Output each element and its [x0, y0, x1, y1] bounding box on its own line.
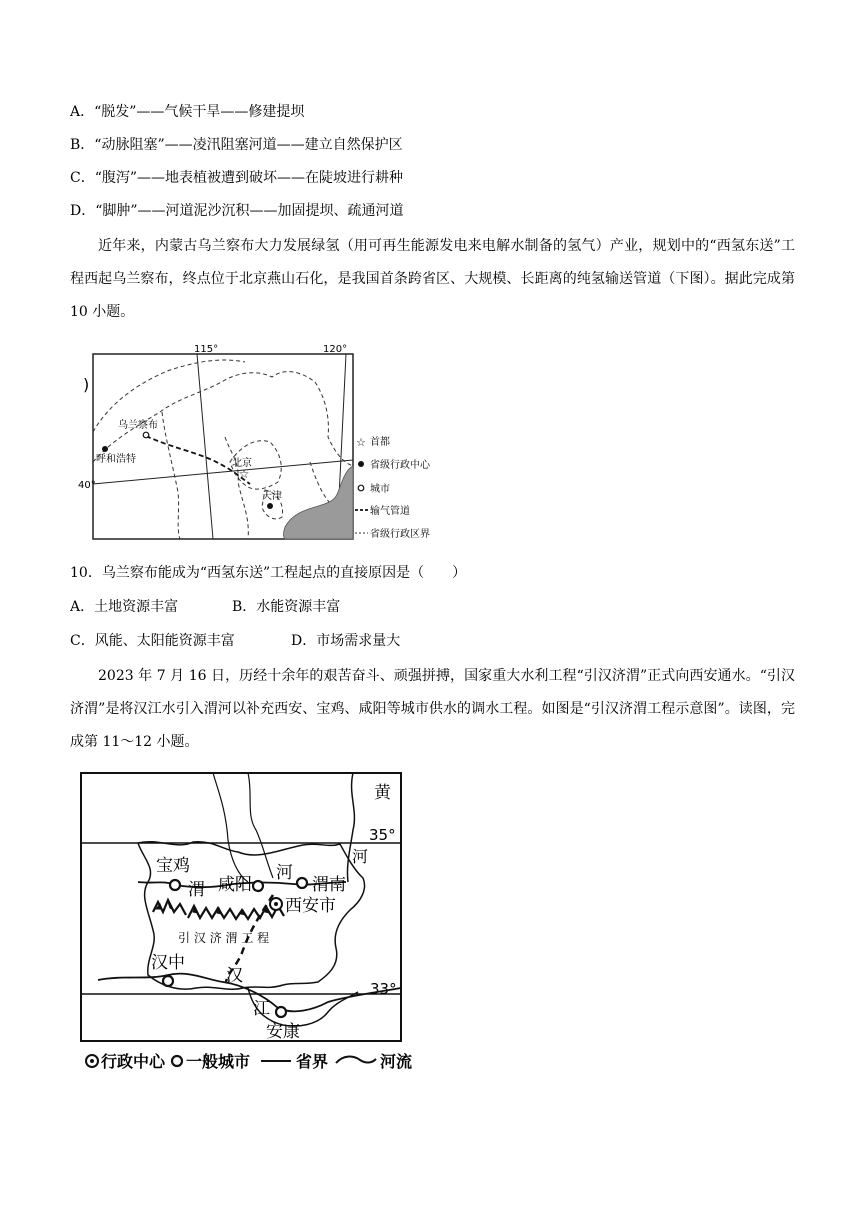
- legend-admin-center-dot: [90, 1059, 94, 1063]
- q9-option-a: A．“脱发”——气候干旱——修建提坝: [70, 104, 305, 120]
- xian-label: 西安市: [285, 896, 336, 916]
- beijing-label: 北京: [232, 458, 252, 469]
- q9-option-d: D．“脚肿”——河道泥沙沉积——加固提坝、疏通河道: [70, 203, 404, 219]
- paren-mark: ): [83, 375, 90, 394]
- wulanchabu-label: 乌兰察布: [118, 420, 158, 431]
- ankang-label: 安康: [266, 1022, 300, 1042]
- legend-province-border: 省界: [296, 1052, 329, 1071]
- legend-capital: 首都: [370, 437, 390, 448]
- legend-general-city: 一般城市: [186, 1052, 251, 1071]
- q10-option-a: A．土地资源丰富: [70, 599, 179, 615]
- hydrogen-pipeline-map: [80, 342, 450, 547]
- tianjin-label: 天津: [262, 491, 282, 502]
- beijing-star: ☆: [238, 467, 250, 481]
- xian-marker-dot: [274, 902, 278, 906]
- q10-option-d: D．市场需求量大: [291, 633, 401, 649]
- hanzhong-label: 汉中: [151, 953, 185, 973]
- lon-120-label: 120°: [323, 344, 348, 355]
- passage-water-diversion: 2023 年 7 月 16 日，历经十余年的艰苦奋斗、顽强拼搏，国家重大水利工程“引汉济渭”正式向西安通水。“引汉济渭”是将汉江水引入渭河以补充西安、宝鸡、咸阳等城市供水的调水工程。如图是“引汉济渭工程示意图”。读图，完成第 11～12 小题。: [70, 668, 795, 750]
- weinan-label: 渭南: [312, 875, 346, 895]
- project-label: 引 汉 济 渭 工 程: [178, 931, 270, 945]
- legend-pipeline: 输气管道: [370, 506, 410, 517]
- huhehaote-label: 呼和浩特: [96, 454, 136, 465]
- lat-40-label: 40°: [78, 480, 96, 491]
- legend-capital-icon: ☆: [356, 436, 366, 449]
- han-char: 汉: [226, 966, 243, 986]
- xianyang-marker: [253, 881, 263, 891]
- lat-33-label: 33°: [370, 980, 397, 998]
- jiang-char: 江: [253, 999, 270, 1019]
- lat-35-label: 35°: [369, 826, 396, 844]
- legend-provincial-icon: [358, 461, 364, 467]
- wei-char: 渭: [188, 880, 205, 900]
- hanzhong-marker: [163, 976, 173, 986]
- yellow-he-char: 河: [352, 847, 369, 866]
- baoji-marker: [170, 880, 180, 890]
- water-diversion-map: [78, 770, 420, 1075]
- wulanchabu-marker: [143, 432, 149, 438]
- baoji-label: 宝鸡: [156, 856, 190, 876]
- xianyang-label: 咸阳: [218, 875, 252, 895]
- q10-option-b: B．水能资源丰富: [232, 599, 341, 615]
- wei-he-char: 河: [276, 863, 293, 883]
- legend-city-icon: [358, 485, 364, 491]
- legend-admin-center: 行政中心: [101, 1052, 166, 1071]
- q9-option-c: C．“腹泻”——地表植被遭到破坏——在陡坡进行耕种: [70, 170, 404, 186]
- legend-city: 城市: [370, 484, 390, 495]
- huhehaote-marker: [102, 446, 108, 452]
- weinan-marker: [297, 878, 307, 888]
- legend-river-icon: [336, 1057, 376, 1063]
- legend-city-icon: [172, 1056, 182, 1066]
- q10-stem: 10．乌兰察布能成为“西氢东送”工程起点的直接原因是（ ）: [70, 565, 467, 581]
- legend-boundary: 省级行政区界: [370, 529, 430, 540]
- legend-river: 河流: [380, 1052, 413, 1071]
- huang-char: 黄: [374, 783, 391, 803]
- tianjin-marker: [267, 503, 273, 509]
- q10-option-c: C．风能、太阳能资源丰富: [70, 633, 235, 649]
- passage-hydrogen: 近年来，内蒙古乌兰察布大力发展绿氢（用可再生能源发电来电解水制备的氢气）产业，规划中的“西氢东送”工程西起乌兰察布，终点位于北京燕山石化，是我国首条跨省区、大规模、长距离的纯氢输送管道（下图）。据此完成第 10 小题。: [70, 238, 795, 320]
- q9-option-b: B．“动脉阻塞”——凌汛阻塞河道——建立自然保护区: [70, 137, 403, 153]
- legend-provincial: 省级行政中心: [370, 460, 430, 471]
- ankang-marker: [276, 1007, 286, 1017]
- lon-115-label: 115°: [194, 344, 219, 355]
